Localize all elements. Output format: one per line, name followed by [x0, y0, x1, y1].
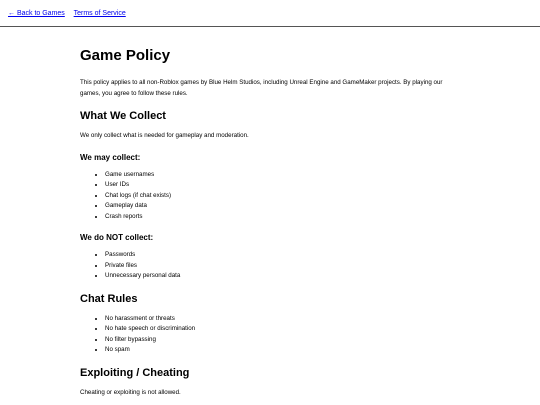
- list-item: • No spam: [105, 345, 460, 356]
- main-content: [80, 47, 460, 398]
- list-item: • No filter bypassing: [105, 335, 460, 346]
- list-item: • Unnecessary personal data: [105, 271, 460, 282]
- exploiting-paragraph: Cheating or exploiting is not allowed.: [80, 388, 181, 396]
- back-to-games-link[interactable]: ← Back to Games: [8, 10, 65, 17]
- list-item: • Gameplay data: [105, 201, 460, 212]
- section-heading-collect: What We Collect: [80, 110, 166, 122]
- list-item: • Crash reports: [105, 212, 460, 223]
- may-collect-heading: We may collect:: [80, 152, 141, 162]
- section-heading-exploiting: Exploiting / Cheating: [80, 366, 190, 379]
- intro-paragraph: This policy applies to all non-Roblox games by Blue Helm Studios, including Unreal Engine and GameMaker projects. By playing our games, you agree to follow these rules.: [80, 79, 443, 97]
- list-item: • Chat logs (if chat exists): [105, 191, 460, 202]
- collect-paragraph: We only collect what is needed for gameplay and moderation.: [80, 132, 249, 139]
- section-heading-chat: Chat Rules: [80, 292, 138, 305]
- page-title: Game Policy: [80, 47, 171, 64]
- may-collect-list: [80, 170, 460, 223]
- top-nav: [0, 0, 540, 27]
- list-item: • Passwords: [105, 250, 460, 261]
- list-item: • User IDs: [105, 180, 460, 191]
- list-item: • No hate speech or discrimination: [105, 324, 460, 335]
- terms-of-service-link[interactable]: Terms of Service: [73, 10, 126, 17]
- not-collect-heading: We do NOT collect:: [80, 233, 154, 242]
- not-collect-list: [80, 250, 460, 282]
- list-item: • No harassment or threats: [105, 314, 460, 325]
- list-item: • Game usernames: [105, 170, 460, 181]
- list-item: • Private files: [105, 261, 460, 272]
- chat-rules-list: [80, 314, 460, 356]
